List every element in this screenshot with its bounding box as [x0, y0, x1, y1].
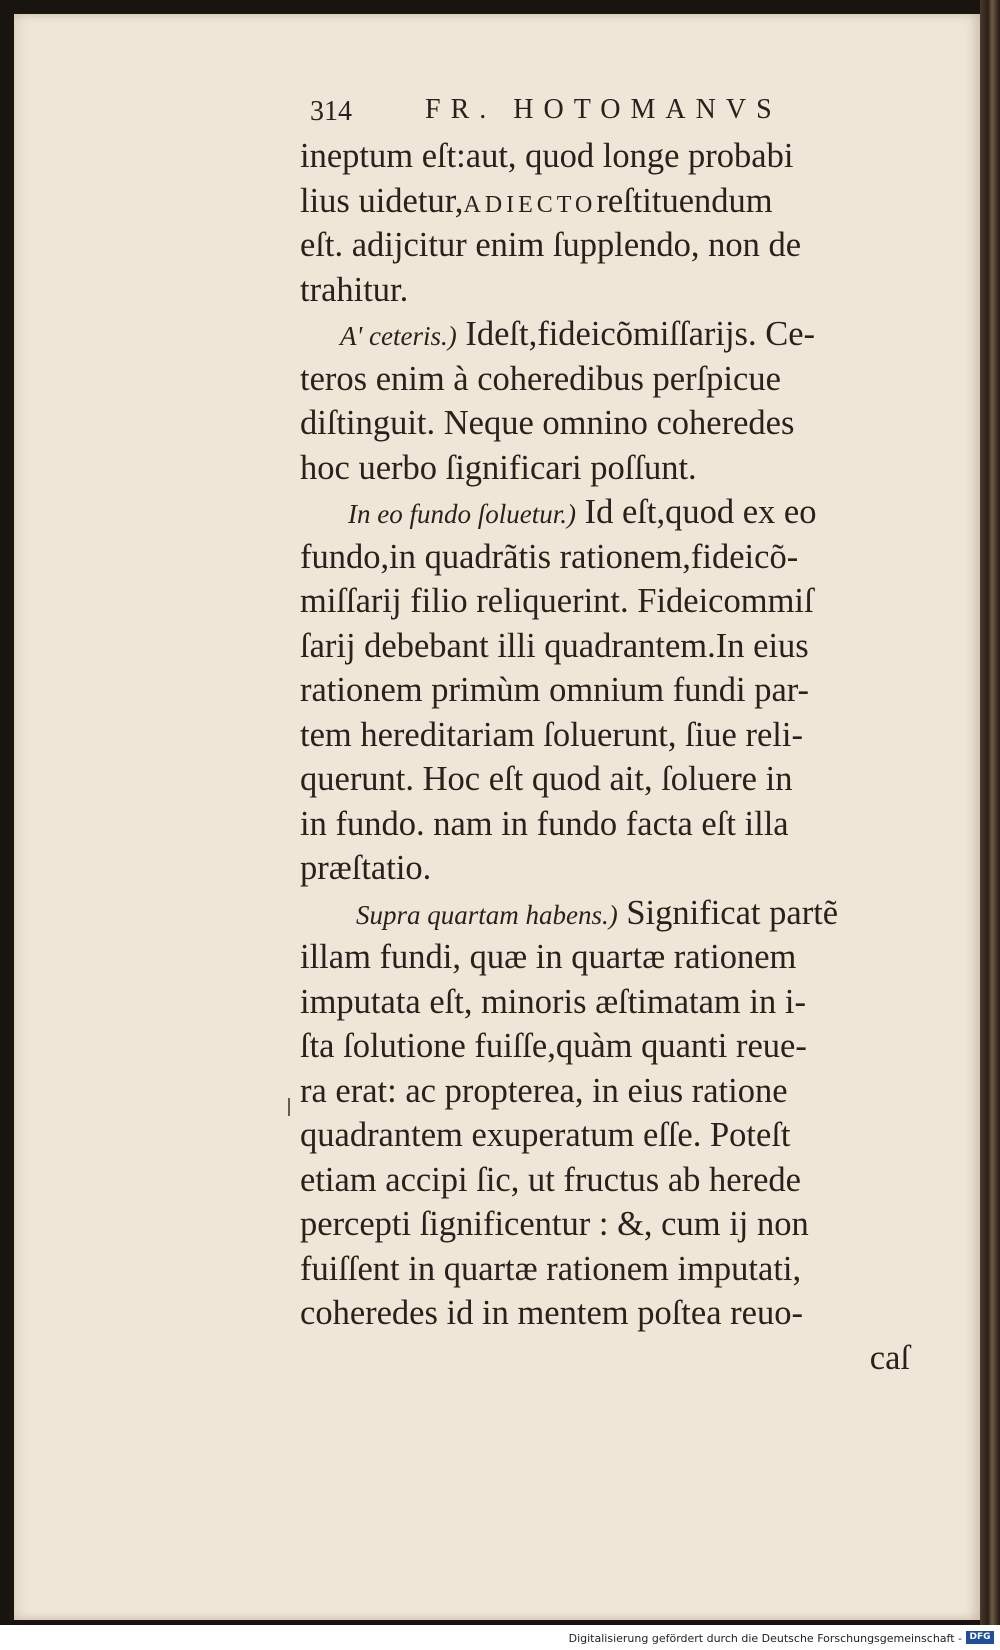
text-line: præſtatio. — [300, 849, 432, 887]
text-line: imputata eſt, minoris æſtimatam in i- — [300, 982, 806, 1021]
text-line: fuiſſent in quartæ rationem imputati, — [300, 1249, 802, 1288]
catchword: caſ — [869, 1338, 910, 1377]
folio-number: 314 — [310, 96, 352, 127]
text-line: percepti ſignificentur : &, cum ij non — [300, 1205, 809, 1243]
text-line: eſt. adijcitur enim ſupplendo, non de — [300, 226, 802, 264]
dfg-logo-badge: DFG — [966, 1631, 994, 1644]
text-line: querunt. Hoc eſt quod ait, ſoluere in — [300, 760, 793, 798]
text-line: miſſarij filio reliquerint. Fideicommiſ — [300, 582, 814, 620]
text-line: teros enim à coheredibus perſpicue — [300, 359, 781, 398]
text-line — [300, 179, 940, 224]
text-line: coheredes id in mentem poſtea reuo- — [300, 1294, 803, 1332]
text-line: ſta ſolutione fuiſſe,quàm quanti reue- — [300, 1027, 807, 1065]
text-fragment: Id eſt,quod ex eo — [584, 493, 817, 531]
text-line: trahitur. — [300, 270, 409, 309]
footer-strip — [0, 1625, 1000, 1650]
small-caps-word: ADIECTO — [463, 191, 597, 218]
text-fragment: Significat partẽ — [626, 893, 839, 932]
text-line: ineptum eſt:aut, quod longe probabi — [300, 137, 794, 175]
stray-ink-mark — [288, 1098, 290, 1116]
text-line: in fundo. nam in fundo facta eſt illa — [300, 804, 789, 843]
text-line: diſtinguit. Neque omnino coheredes — [300, 404, 795, 442]
text-line: tem hereditariam ſoluerunt, ſiue reli- — [300, 715, 803, 754]
text-line — [300, 891, 940, 936]
text-fragment: lius uidetur, — [300, 181, 464, 220]
running-head: FR. HOTOMANVS — [425, 94, 782, 125]
text-line: illam fundi, quæ in quartæ rationem — [300, 938, 797, 976]
page-edge-shadow — [980, 0, 1000, 1625]
text-line — [300, 312, 940, 357]
lemma: A' ceteris.) — [340, 321, 457, 351]
text-fragment: Ideſt,fideicõmiſſarijs. Ce- — [465, 315, 816, 353]
text-line: rationem primùm omnium fundi par- — [300, 671, 810, 709]
page-text — [300, 88, 940, 1380]
text-fragment: reſtituendum — [596, 181, 773, 220]
text-line: quadrantem exuperatum eſſe. Poteſt — [300, 1116, 791, 1154]
text-line — [300, 490, 940, 535]
text-line: ra erat: ac propterea, in eius ratione — [300, 1071, 788, 1110]
text-line: ſarij debebant illi quadrantem.In eius — [300, 626, 809, 665]
text-line: fundo,in quadrãtis rationem,fideicõ- — [300, 537, 799, 576]
funding-credit: Digitalisierung gefördert durch die Deutsche Forschungsgemeinschaft - — [568, 1632, 962, 1645]
text-line: etiam accipi ſic, ut fructus ab herede — [300, 1160, 801, 1199]
text-line: hoc uerbo ſignificari poſſunt. — [300, 448, 697, 487]
page-header — [300, 88, 940, 134]
lemma: Supra quartam habens.) — [356, 899, 618, 930]
lemma: In eo fundo ſoluetur.) — [348, 499, 576, 529]
